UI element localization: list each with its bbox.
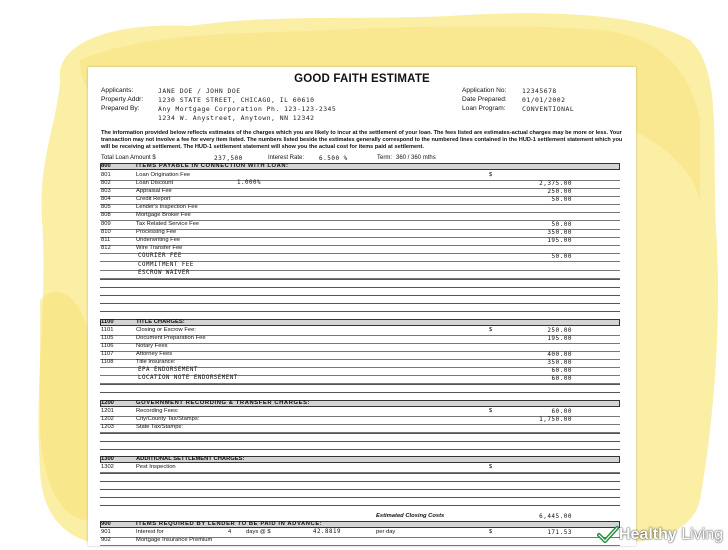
line-1201 xyxy=(100,408,620,416)
per-day-label: per day xyxy=(376,529,396,535)
per-day-rate: 42.8819 xyxy=(313,529,341,535)
disclaimer-paragraph: The information provided below reflects estimates of the charges which you are likely to incur at the settlement of your loan. The fees listed are estimates-actual charges may be more or less. Your transaction may not involve a fee for every item listed. The numbers listed beside the estimates generally correspond to the numbered lines contained in the HUD-1 settlement statement which you will be receiving at settlement. The HUD-1 settlement statement will show you the actual cost for items paid at settlement. xyxy=(101,130,623,150)
line-desc: COURIER FEE xyxy=(138,253,182,259)
section-1100-header xyxy=(100,319,620,327)
interest-rate-value: 6.500 % xyxy=(319,155,348,162)
blank-line xyxy=(100,384,620,385)
blank-line xyxy=(100,303,620,304)
estimated-closing-costs xyxy=(100,513,620,521)
line-code: 1203 xyxy=(101,424,114,430)
blank-line xyxy=(100,311,620,312)
application-number-value: 12345678 xyxy=(522,87,557,95)
section-title: GOVERNMENT RECORDING & TRANSFER CHARGES: xyxy=(136,400,311,406)
line-amount: 60.00 xyxy=(551,367,572,374)
line-desc: Notary Fees xyxy=(136,343,168,349)
line-1107 xyxy=(100,351,620,359)
line-amount: 250.00 xyxy=(547,327,572,334)
line-code: 809 xyxy=(101,221,111,227)
line-code: 804 xyxy=(101,196,111,202)
line-902 xyxy=(100,537,620,545)
line-desc: COMMITMENT FEE xyxy=(138,262,194,268)
line-escrow-waiver xyxy=(100,270,620,278)
line-809 xyxy=(100,221,620,229)
section-title: ITEMS PAYABLE IN CONNECTION WITH LOAN: xyxy=(136,163,289,169)
line-courier-fee xyxy=(100,253,620,261)
line-commitment-fee xyxy=(100,262,620,270)
days-label: days @ $ xyxy=(246,529,271,535)
prepared-by-value: Any Mortgage Corporation Ph. 123-123-2345 xyxy=(158,105,337,113)
line-desc: Attorney Fees xyxy=(136,351,173,357)
line-1101 xyxy=(100,327,620,335)
line-code: 805 xyxy=(101,204,111,210)
line-1302 xyxy=(100,464,620,472)
term-label: Term: xyxy=(377,155,392,161)
blank-line xyxy=(100,449,620,450)
line-801 xyxy=(100,172,620,180)
line-1203 xyxy=(100,424,620,432)
watermark-text xyxy=(619,526,723,544)
line-code: 812 xyxy=(101,245,111,251)
section-title: TITLE CHARGES: xyxy=(136,319,185,325)
line-amount: 60.00 xyxy=(551,408,572,415)
line-amount: 195.00 xyxy=(547,335,572,342)
line-desc: Title Insurance: xyxy=(136,359,176,365)
line-desc: Loan Discount xyxy=(136,180,174,186)
line-code: 1105 xyxy=(101,335,114,341)
blank-line xyxy=(100,392,620,393)
line-amount: 250.00 xyxy=(547,188,572,195)
line-1202 xyxy=(100,416,620,424)
line-desc: Recording Fees: xyxy=(136,408,179,414)
line-amount: 400.00 xyxy=(547,351,572,358)
line-amount: 171.53 xyxy=(547,529,572,536)
line-1105 xyxy=(100,335,620,343)
line-amount: 1,750.00 xyxy=(539,416,572,423)
line-code: 801 xyxy=(101,172,111,178)
line-desc: Credit Report xyxy=(136,196,171,202)
line-desc: EPA ENDORSEMENT xyxy=(138,367,198,373)
line-desc: Document Preparation Fee xyxy=(136,335,206,341)
blank-line xyxy=(100,287,620,288)
line-amount: 2,375.00 xyxy=(539,180,572,187)
date-prepared-label: Date Prepared: xyxy=(462,96,507,103)
blank-line xyxy=(100,489,620,490)
line-code: 901 xyxy=(101,529,111,535)
dollar-sign: $ xyxy=(489,327,493,333)
line-desc: State Tax/Stamps: xyxy=(136,424,183,430)
line-desc: Pest Inspection xyxy=(136,464,176,470)
interest-rate-label: Interest Rate: xyxy=(268,155,305,161)
line-desc: ESCROW WAIVER xyxy=(138,270,190,276)
property-label: Property Addr: xyxy=(101,96,144,103)
line-code: 902 xyxy=(101,537,111,543)
line-code: 1202 xyxy=(101,416,114,422)
line-amount: 350.00 xyxy=(547,229,572,236)
blank-line xyxy=(100,497,620,498)
line-amount: 60.00 xyxy=(551,375,572,382)
loan-amount-label: Total Loan Amount $ xyxy=(101,155,156,161)
line-code: 1107 xyxy=(101,351,114,357)
application-number-label: Application No: xyxy=(462,87,507,94)
line-percent: 1.000% xyxy=(237,180,261,186)
section-900-header xyxy=(100,521,620,529)
blank-line xyxy=(100,441,620,442)
line-amount: 350.00 xyxy=(547,359,572,366)
line-amount: 50.00 xyxy=(551,196,572,203)
line-code: 811 xyxy=(101,237,111,243)
line-location-note xyxy=(100,375,620,383)
line-1108 xyxy=(100,359,620,367)
interest-days: 4 xyxy=(228,529,232,535)
section-code: 1100 xyxy=(101,319,114,325)
loan-amount-value: 237,500 xyxy=(214,155,243,162)
section-code: 1300 xyxy=(101,456,114,462)
line-810 xyxy=(100,229,620,237)
line-desc: Underwriting Fee xyxy=(136,237,181,243)
line-1106 xyxy=(100,343,620,351)
line-desc: Lender's Inspection Fee xyxy=(136,204,198,210)
section-title: ITEMS REQUIRED BY LENDER TO BE PAID IN ADVANCE: xyxy=(136,521,323,527)
line-804 xyxy=(100,196,620,204)
line-desc: Wire Transfer Fee xyxy=(136,245,183,251)
watermark-brand-light: Living xyxy=(681,526,724,543)
blank-line xyxy=(100,433,620,434)
section-1200-header xyxy=(100,400,620,408)
applicants-label: Applicants: xyxy=(101,87,134,94)
line-amount: 50.00 xyxy=(551,253,572,260)
prepared-by-label: Prepared By: xyxy=(101,105,140,112)
line-code: 808 xyxy=(101,212,111,218)
line-desc: City/County Tax/Stamps: xyxy=(136,416,200,422)
blank-line xyxy=(100,481,620,482)
line-code: 1302 xyxy=(101,464,114,470)
line-805 xyxy=(100,204,620,212)
line-desc: Tax Related Service Fee xyxy=(136,221,200,227)
line-desc: Closing or Escrow Fee: xyxy=(136,327,196,333)
line-epa-endorsement xyxy=(100,367,620,375)
section-title: ADDITIONAL SETTLEMENT CHARGES: xyxy=(136,456,245,462)
term-value: 360 / 360 mths xyxy=(396,155,436,161)
line-802 xyxy=(100,180,620,188)
leaf-check-icon xyxy=(597,524,619,546)
line-code: 803 xyxy=(101,188,111,194)
line-812 xyxy=(100,245,620,253)
blank-line xyxy=(100,295,620,296)
dollar-sign: $ xyxy=(489,529,493,535)
dollar-sign: $ xyxy=(489,464,493,470)
section-code: 800 xyxy=(101,163,111,169)
line-code: 1106 xyxy=(101,343,114,349)
line-code: 1108 xyxy=(101,359,114,365)
section-800-header xyxy=(100,163,620,171)
section-1300-header xyxy=(100,456,620,464)
loan-program-label: Loan Program: xyxy=(462,105,506,112)
closing-costs-amount: 6,445.00 xyxy=(539,513,572,520)
section-code: 900 xyxy=(101,521,111,527)
line-amount: 50.00 xyxy=(551,221,572,228)
blank-line xyxy=(100,473,620,474)
line-desc: LOCATION NOTE ENDORSEMENT xyxy=(138,375,238,381)
line-811 xyxy=(100,237,620,245)
line-desc: Loan Origination Fee xyxy=(136,172,191,178)
applicants-value: JANE DOE / JOHN DOE xyxy=(158,87,241,95)
line-amount: 195.00 xyxy=(547,237,572,244)
dollar-sign: $ xyxy=(489,172,493,178)
line-desc: Appraisal Fee xyxy=(136,188,172,194)
line-code: 802 xyxy=(101,180,111,186)
line-desc: Processing Fee xyxy=(136,229,177,235)
line-808 xyxy=(100,212,620,220)
watermark-brand-bold: Healthy xyxy=(619,526,677,543)
line-901 xyxy=(100,529,620,537)
dollar-sign: $ xyxy=(489,408,493,414)
line-code: 1201 xyxy=(101,408,114,414)
property-value: 1230 STATE STREET, CHICAGO, IL 60610 xyxy=(158,96,315,104)
blank-line xyxy=(100,505,620,506)
prepared-by-address: 1234 W. Anystreet, Anytown, NN 12342 xyxy=(158,114,315,122)
line-desc: Interest for xyxy=(136,529,164,535)
blank-line xyxy=(100,279,620,280)
line-code: 810 xyxy=(101,229,111,235)
document-title: GOOD FAITH ESTIMATE xyxy=(294,73,430,85)
estimate-document xyxy=(88,67,636,546)
closing-costs-label: Estimated Closing Costs xyxy=(376,513,445,519)
date-prepared-value: 01/01/2002 xyxy=(522,96,566,104)
line-803 xyxy=(100,188,620,196)
section-code: 1200 xyxy=(101,400,114,406)
loan-program-value: CONVENTIONAL xyxy=(522,105,575,113)
line-desc: Mortgage Insurance Premium xyxy=(136,537,213,543)
line-code: 1101 xyxy=(101,327,114,333)
line-desc: Mortgage Broker Fee xyxy=(136,212,191,218)
